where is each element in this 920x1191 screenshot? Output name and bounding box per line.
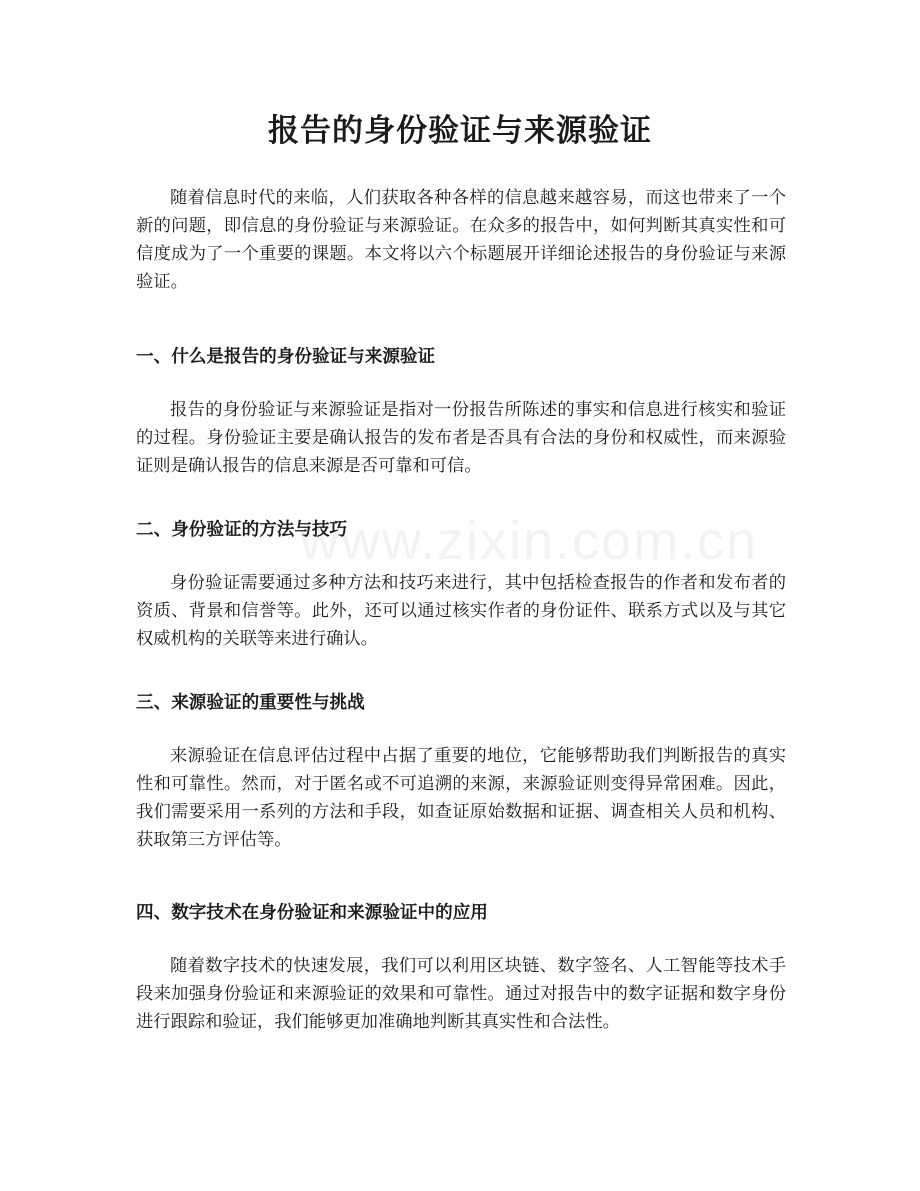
section-3-heading: 三、来源验证的重要性与挑战 [136, 693, 365, 713]
section-4-heading: 四、数字技术在身份验证和来源验证中的应用 [136, 903, 488, 923]
section-1-body: 报告的身份验证与来源验证是指对一份报告所陈述的事实和信息进行核实和验证的过程。身份验证主要是确认报告的发布者是否具有合法的身份和权威性，而来源验证则是确认报告的信息来源是否可靠和可信。 [136, 400, 786, 476]
section-1-heading: 一、什么是报告的身份验证与来源验证 [136, 347, 436, 367]
section-2-body: 身份验证需要通过多种方法和技巧来进行，其中包括检查报告的作者和发布者的资质、背景和信誉等。此外，还可以通过核实作者的身份证件、联系方式以及与其它权威机构的关联等来进行确认。 [136, 573, 786, 649]
watermark: www.zixin.com.cn [300, 511, 759, 571]
section-3-body: 来源验证在信息评估过程中占据了重要的地位，它能够帮助我们判断报告的真实性和可靠性。然而，对于匿名或不可追溯的来源，来源验证则变得异常困难。因此，我们需要采用一系列的方法和手段，如查证原始数据和证据、调查相关人员和机构、获取第三方评估等。 [136, 746, 786, 850]
page-title: 报告的身份验证与来源验证 [268, 113, 652, 149]
intro-paragraph: 随着信息时代的来临，人们获取各种各样的信息越来越容易，而这也带来了一个新的问题，即信息的身份验证与来源验证。在众多的报告中，如何判断其真实性和可信度成为了一个重要的课题。本文将以六个标题展开详细论述报告的身份验证与来源验证。 [136, 188, 786, 292]
section-4-body: 随着数字技术的快速发展，我们可以利用区块链、数字签名、人工智能等技术手段来加强身份验证和来源验证的效果和可靠性。通过对报告中的数字证据和数字身份进行跟踪和验证，我们能够更加准确地判断其真实性和合法性。 [136, 956, 786, 1032]
section-2-heading: 二、身份验证的方法与技巧 [136, 520, 348, 540]
